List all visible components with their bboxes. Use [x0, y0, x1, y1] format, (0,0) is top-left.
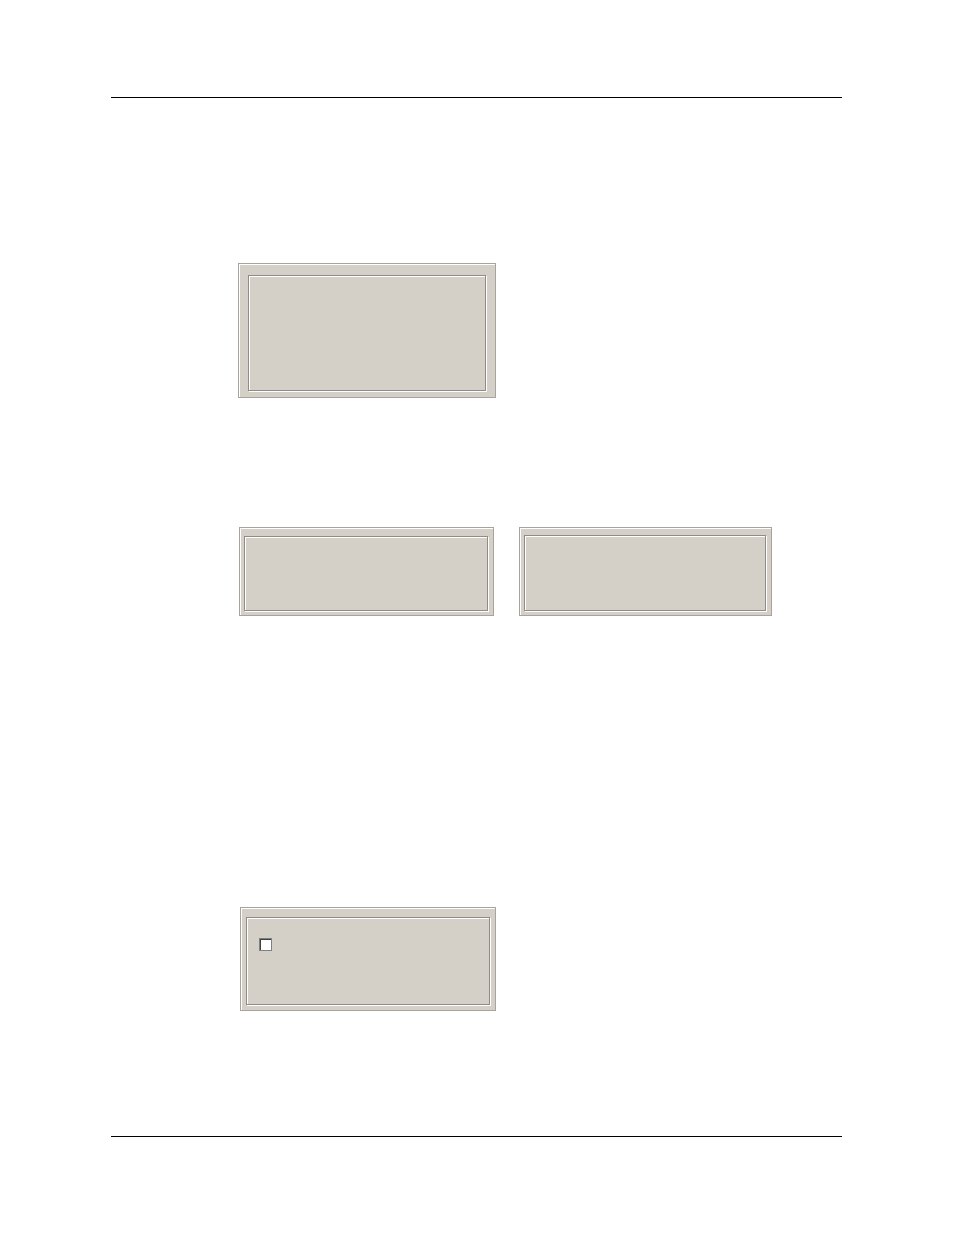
output-pre-long-group — [244, 536, 488, 611]
terminate-to-vdd-checkbox[interactable] — [259, 938, 272, 951]
header-rule — [111, 97, 842, 98]
input-ise-dialog — [238, 263, 496, 398]
output-power-group — [246, 917, 490, 1005]
output-pre-short-dialog — [519, 527, 772, 616]
output-power-dialog — [240, 907, 496, 1011]
output-pre-short-group — [524, 535, 766, 611]
footer-rule — [111, 1136, 842, 1137]
input-ise-group — [248, 275, 486, 391]
output-pre-long-dialog — [239, 527, 494, 616]
